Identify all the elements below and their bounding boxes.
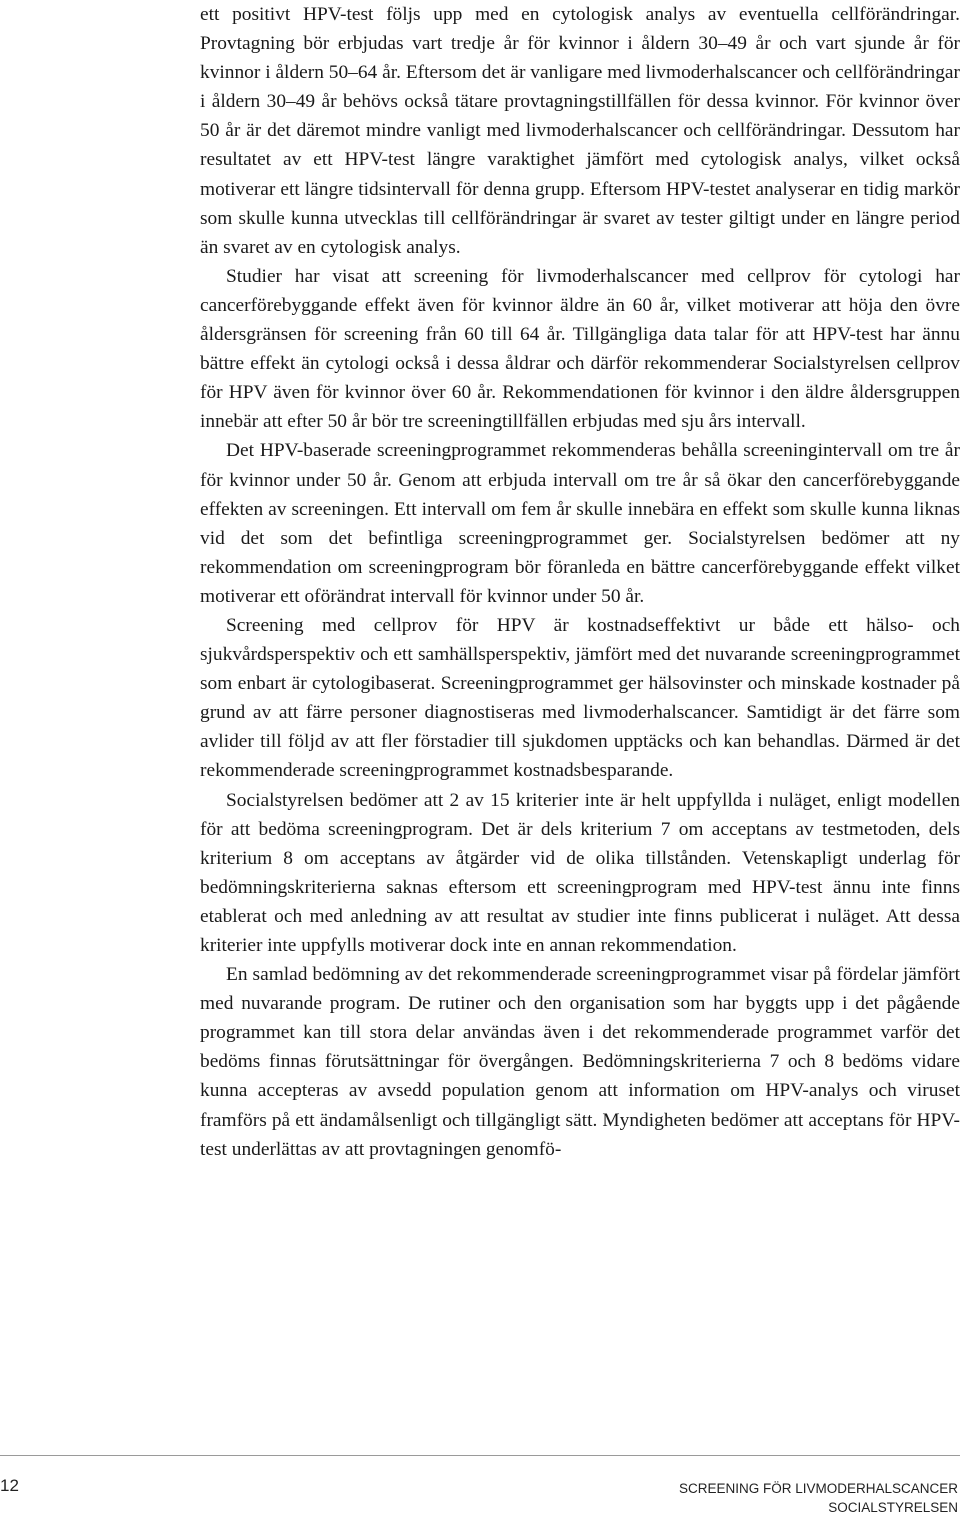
footer-document-title: SCREENING FÖR LIVMODERHALSCANCER	[678, 1481, 958, 1496]
paragraph-continuation: ett positivt HPV-test följs upp med en cytologisk analys av eventuella cellförändringar. Provtagning bör erbjudas vart tredje år för kvinnor i åldern 30–49 år och vart sjunde år för kvinnor i åldern 50–64 år. Eftersom det är vanligare med livmoderhalscancer och cellförändringar i åldern 30–49 år behövs också tätare provtagningstillfällen för dessa kvinnor. För kvinnor över 50 år är det däremot mindre vanligt med livmoderhalscancer och cellförändringar. Dessutom har resultatet av ett HPV-test längre varaktighet jämfört med cytologisk analys, vilket också motiverar ett längre tidsintervall för denna grupp. Eftersom HPV-testet analyserar en tidig markör som skulle kunna utvecklas till cellförändringar är svaret av tester giltigt under en längre period än svaret av en cytologisk analys.	[200, 4, 960, 258]
document-body	[200, 0, 960, 1164]
paragraph-screening-interval: Det HPV-baserade screeningprogrammet rekommenderas behålla screeningintervall om tre år för kvinnor under 50 år. Genom att erbjuda intervall om tre år så ökar den cancerförebyggande effekten av screeningen. Ett intervall om fem år skulle innebära en effekt som skulle kunna liknas vid det som det befintliga screeningprogrammet ger. Socialstyrelsen bedömer att ny rekommendation om screeningprogram bör föranleda en bättre cancerförebyggande effekt vilket motiverar ett oförändrat intervall för kvinnor under 50 år.	[200, 440, 960, 607]
running-footer	[679, 1479, 958, 1517]
footer-publisher: SOCIALSTYRELSEN	[828, 1500, 958, 1515]
paragraph-cost-effectiveness: Screening med cellprov för HPV är kostnadseffektivt ur både ett hälso- och sjukvårdsperspektiv och ett samhällsperspektiv, jämfört med det nuvarande screeningprogrammet som enbart är cytologibaserat. Screeningprogrammet ger hälsovinster och minskade kostnader på grund av att färre personer diagnostiseras med livmoderhalscancer. Samtidigt är det färre som avlider till följd av att fler förstadier till sjukdomen upptäcks och kan behandlas. Därmed är det rekommenderade screeningprogrammet kostnadsbesparande.	[200, 614, 960, 782]
footer-divider	[0, 1455, 960, 1456]
paragraph-criteria: Socialstyrelsen bedömer att 2 av 15 kriterier inte är helt uppfyllda i nuläget, enligt modellen för att bedöma screeningprogram. Det är dels kriterium 7 om acceptans av testmetoden, dels kriterium 8 om acceptans av åtgärder vid de olika tillstånden. Vetenskapligt underlag för bedömningskriterierna saknas eftersom ett screeningprogram med HPV-test ännu inte finns etablerat och med anledning av att resultat av studier inte finns publicerat i nuläget. Att dessa kriterier inte uppfylls motiverar dock inte en annan rekommendation.	[200, 789, 960, 956]
paragraph-overall-assessment: En samlad bedömning av det rekommenderade screeningprogrammet visar på fördelar jämfört med nuvarande program. De rutiner och den organisation som har byggts upp i det pågående programmet kan till stora delar användas även i det rekommenderade programmet varför det bedöms finnas förutsättningar för övergången. Bedömningskriterierna 7 och 8 bedöms vidare kunna accepteras av avsedd population genom att information om HPV-analys och viruset framförs på ett ändamålsenligt och tillgängligt sätt. Myndigheten bedömer att acceptans för HPV-test underlättas av att provtagningen genomfö-	[200, 964, 960, 1160]
page-number: 12	[0, 1476, 19, 1495]
paragraph-age-limit: Studier har visat att screening för livmoderhalscancer med cellprov för cytologi har cancerförebyggande effekt även för kvinnor äldre än 60 år, vilket motiverar att höja den övre åldersgränsen för screening från 60 till 64 år. Tillgängliga data talar för att HPV-test har ännu bättre effekt än cytologi också i dessa åldrar och därför rekommenderar Socialstyrelsen cellprov för HPV även för kvinnor över 60 år. Rekommendationen för kvinnor i den äldre åldersgruppen innebär att efter 50 år bör tre screeningtillfällen erbjudas med sju års intervall.	[200, 265, 960, 433]
